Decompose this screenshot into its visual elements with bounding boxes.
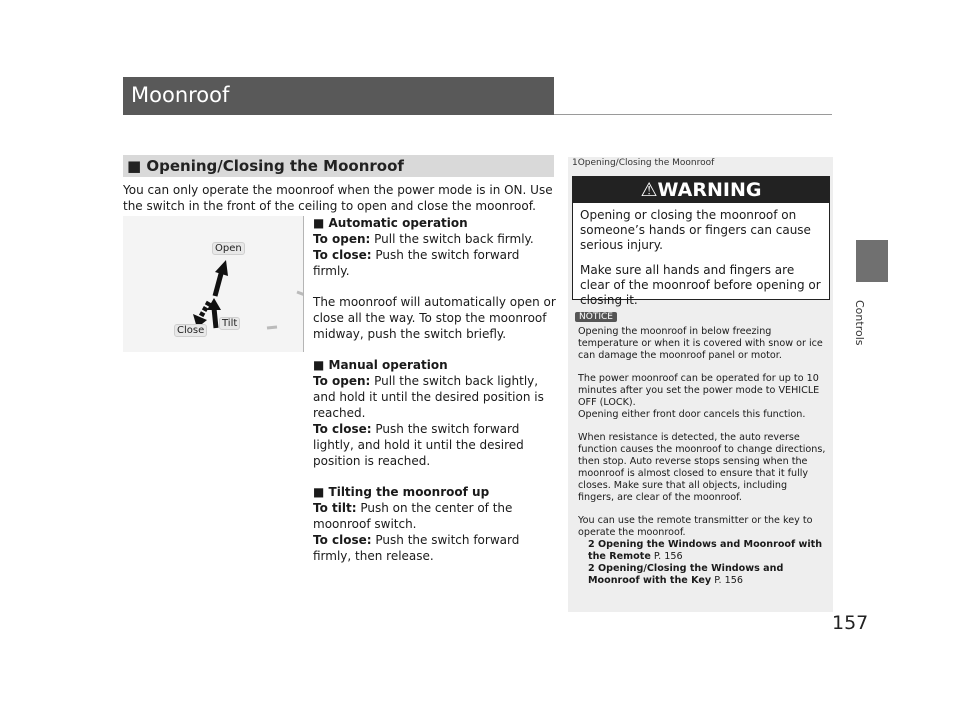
cross-reference-remote[interactable]: 2 Opening the Windows and Moonroof with the Remote P. 156 xyxy=(588,539,823,562)
warning-text xyxy=(580,208,826,318)
section-heading-bar xyxy=(123,155,554,177)
figure-border xyxy=(303,216,304,352)
warning-paragraph: Make sure all hands and fingers are clear of the moonroof before opening or closing it. xyxy=(580,263,821,307)
open-arrow-icon xyxy=(215,260,228,296)
tilt-label: Tilt xyxy=(219,317,240,330)
section-intro: You can only operate the moonroof when the power mode is in ON. Use the switch in the front of the ceiling to open and close the moonroof. xyxy=(123,183,553,213)
manual-open-step: To open: Pull the switch back lightly, and hold it until the desired position is reached. xyxy=(313,374,544,420)
auto-close-step: To close: Push the switch forward firmly. xyxy=(313,248,520,278)
title-rule xyxy=(554,114,832,115)
page-number: 157 xyxy=(832,612,869,634)
note-paragraph: You can use the remote transmitter or the key to operate the moonroof. xyxy=(578,515,813,538)
notice-text: Opening the moonroof in below freezing temperature or when it is covered with snow or ice can damage the moonroof panel or motor. xyxy=(578,326,823,361)
page-title: Moonroof xyxy=(131,83,230,107)
chapter-label: Controls xyxy=(853,300,866,346)
tilting-heading: ■ Tilting the moonroof up xyxy=(313,485,490,499)
cross-reference-key[interactable]: 2 Opening/Closing the Windows and Moonroof with the Key P. 156 xyxy=(588,563,784,586)
chapter-tab xyxy=(856,240,888,282)
auto-open-step: To open: Pull the switch back firmly. xyxy=(313,232,534,246)
section-heading: ■ Opening/Closing the Moonroof xyxy=(127,157,404,175)
manual-operation-heading: ■ Manual operation xyxy=(313,358,448,372)
warning-paragraph: Opening or closing the moonroof on someone’s hands or fingers can cause serious injury. xyxy=(580,208,811,252)
operation-instructions xyxy=(313,215,557,564)
open-label: Open xyxy=(212,242,245,255)
note-paragraph: When resistance is detected, the auto reverse function causes the moonroof to change directions, then stop. Auto reverse stops sensing when the moonroof is almost closed to ensure that it fully closes. Make sure that all objects, including fingers, are clear of the moonroof. xyxy=(578,432,826,503)
tilt-step: To tilt: Push on the center of the moonroof switch. xyxy=(313,501,513,531)
auto-operation-note: The moonroof will automatically open or close all the way. To stop the moonroof midway, push the switch briefly. xyxy=(313,295,556,341)
sidebar-heading: 1Opening/Closing the Moonroof xyxy=(572,158,715,168)
ceiling-mark xyxy=(267,327,277,328)
tilt-close-step: To close: Push the switch forward firmly, then release. xyxy=(313,533,520,563)
page-title-bar xyxy=(123,77,554,115)
moonroof-switch-illustration xyxy=(123,216,304,352)
note-paragraph: The power moonroof can be operated for up to 10 minutes after you set the power mode to VEHICLE OFF (LOCK). Opening either front door cancels this function. xyxy=(578,373,820,420)
switch-arrows-drawing xyxy=(123,216,304,352)
notice-badge: NOTICE xyxy=(575,312,617,322)
warning-title: ⚠WARNING xyxy=(573,177,829,203)
warning-box xyxy=(572,176,830,307)
notes-sidebar xyxy=(568,157,833,612)
sidebar-notes xyxy=(578,326,826,587)
automatic-operation-heading: ■ Automatic operation xyxy=(313,216,468,230)
close-label: Close xyxy=(174,324,207,337)
manual-close-step: To close: Push the switch forward lightly, and hold it until the desired position is reached. xyxy=(313,422,524,468)
